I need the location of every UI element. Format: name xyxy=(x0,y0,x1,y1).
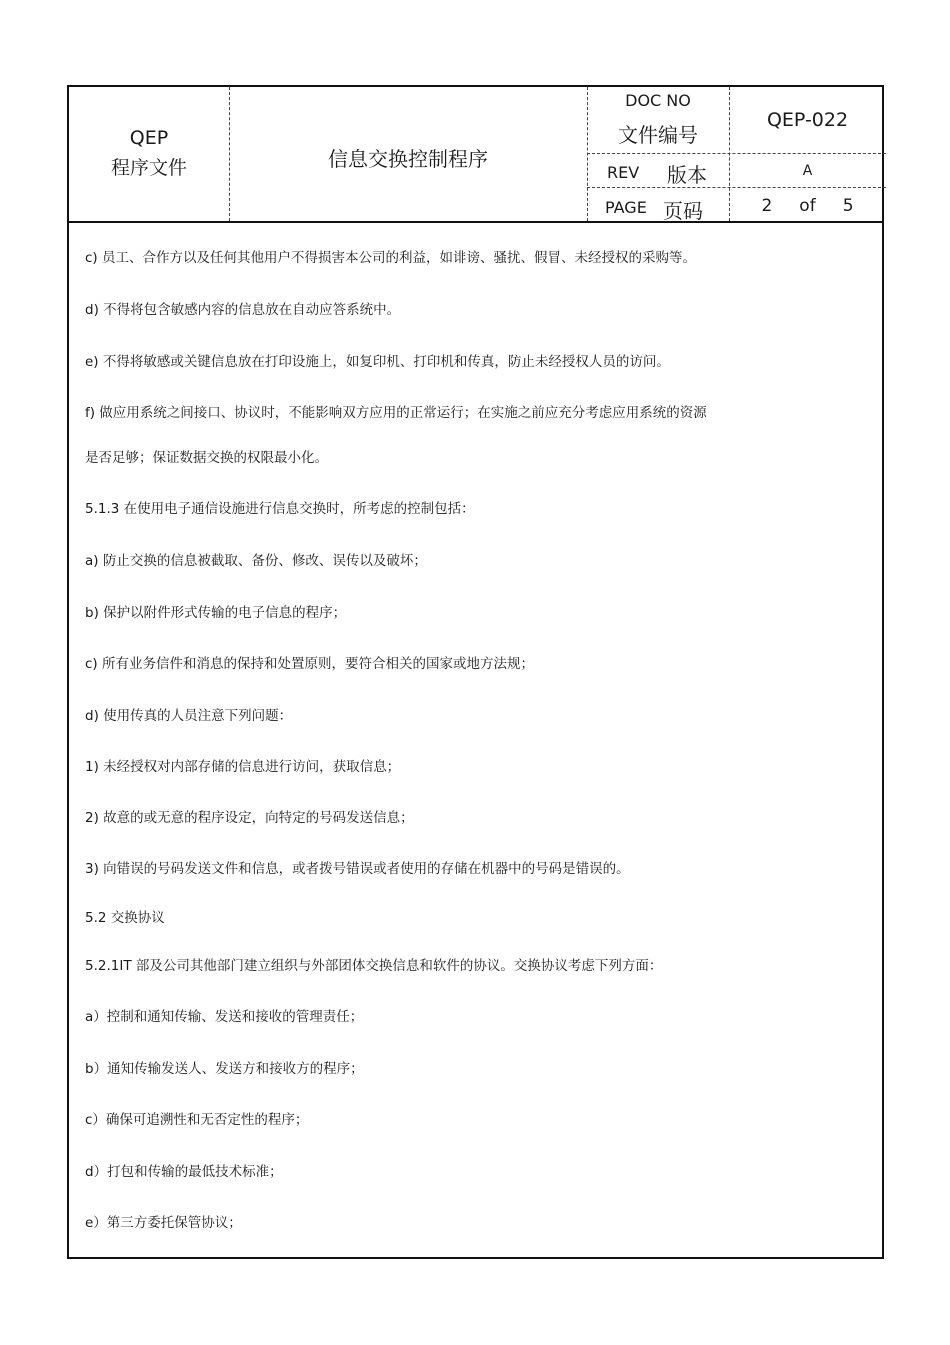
rev-label-cn: 版本 xyxy=(667,163,707,187)
body-line: c）确保可追溯性和无否定性的程序； xyxy=(85,1112,309,1128)
body-line: 是否足够；保证数据交换的权限最小化。 xyxy=(85,450,328,466)
body-line: a）控制和通知传输、发送和接收的管理责任； xyxy=(85,1009,364,1025)
docno-label-cn: 文件编号 xyxy=(618,123,698,147)
page-total: 5 xyxy=(842,196,854,216)
page-of: of xyxy=(799,196,816,216)
document-frame xyxy=(67,85,884,1259)
body-line: d) 不得将包含敏感内容的信息放在自动应答系统中。 xyxy=(85,302,401,318)
page-label-en: PAGE xyxy=(605,198,647,217)
body-line: d) 使用传真的人员注意下列问题： xyxy=(85,708,293,724)
rev-value: A xyxy=(802,163,813,179)
body-line: a) 防止交换的信息被截取、备份、修改、误传以及破坏； xyxy=(85,553,427,569)
body-line: 2) 故意的或无意的程序设定，向特定的号码发送信息； xyxy=(85,810,414,826)
body-line: e) 不得将敏感或关键信息放在打印设施上，如复印机、打印机和传真，防止未经授权人员的访问。 xyxy=(85,354,670,370)
header-row-divider xyxy=(587,187,886,188)
body-line: d）打包和传输的最低技术标准； xyxy=(85,1164,283,1180)
program-file-label: 程序文件 xyxy=(110,157,187,179)
section-heading: 5.1.3 在使用电子通信设施进行信息交换时，所考虑的控制包括： xyxy=(85,501,475,517)
qep-label: QEP xyxy=(129,127,169,149)
body-line: b) 保护以附件形式传输的电子信息的程序； xyxy=(85,605,347,621)
page-label-cn: 页码 xyxy=(663,199,703,223)
rev-label-en: REV xyxy=(607,163,640,182)
docno-label-en: DOC NO xyxy=(625,91,691,110)
document-title: 信息交换控制程序 xyxy=(328,147,488,171)
page-number xyxy=(729,196,886,216)
section-heading: 5.2.1IT 部及公司其他部门建立组织与外部团体交换信息和软件的协议。交换协议考虑下列方面： xyxy=(85,958,663,974)
section-heading: 5.2 交换协议 xyxy=(85,910,165,926)
body-line: 1) 未经授权对内部存储的信息进行访问，获取信息； xyxy=(85,759,401,775)
document-header xyxy=(69,87,882,223)
header-row-divider xyxy=(587,153,886,154)
body-line: f) 做应用系统之间接口、协议时，不能影响双方应用的正常运行；在实施之前应充分考虑应用系统的资源 xyxy=(85,405,707,421)
body-line: c) 所有业务信件和消息的保持和处置原则，要符合相关的国家或地方法规； xyxy=(85,656,534,672)
docno-value: QEP-022 xyxy=(766,109,849,131)
body-line: e）第三方委托保管协议； xyxy=(85,1215,242,1231)
program-doc-label xyxy=(69,123,229,183)
page-current: 2 xyxy=(761,196,773,216)
body-line: 3) 向错误的号码发送文件和信息，或者拨号错误或者使用的存储在机器中的号码是错误的。 xyxy=(85,861,630,877)
body-line: c) 员工、合作方以及任何其他用户不得损害本公司的利益，如诽谤、骚扰、假冒、未经授权的采购等。 xyxy=(85,250,696,266)
body-line: b）通知传输发送人、发送方和接收方的程序； xyxy=(85,1061,364,1077)
